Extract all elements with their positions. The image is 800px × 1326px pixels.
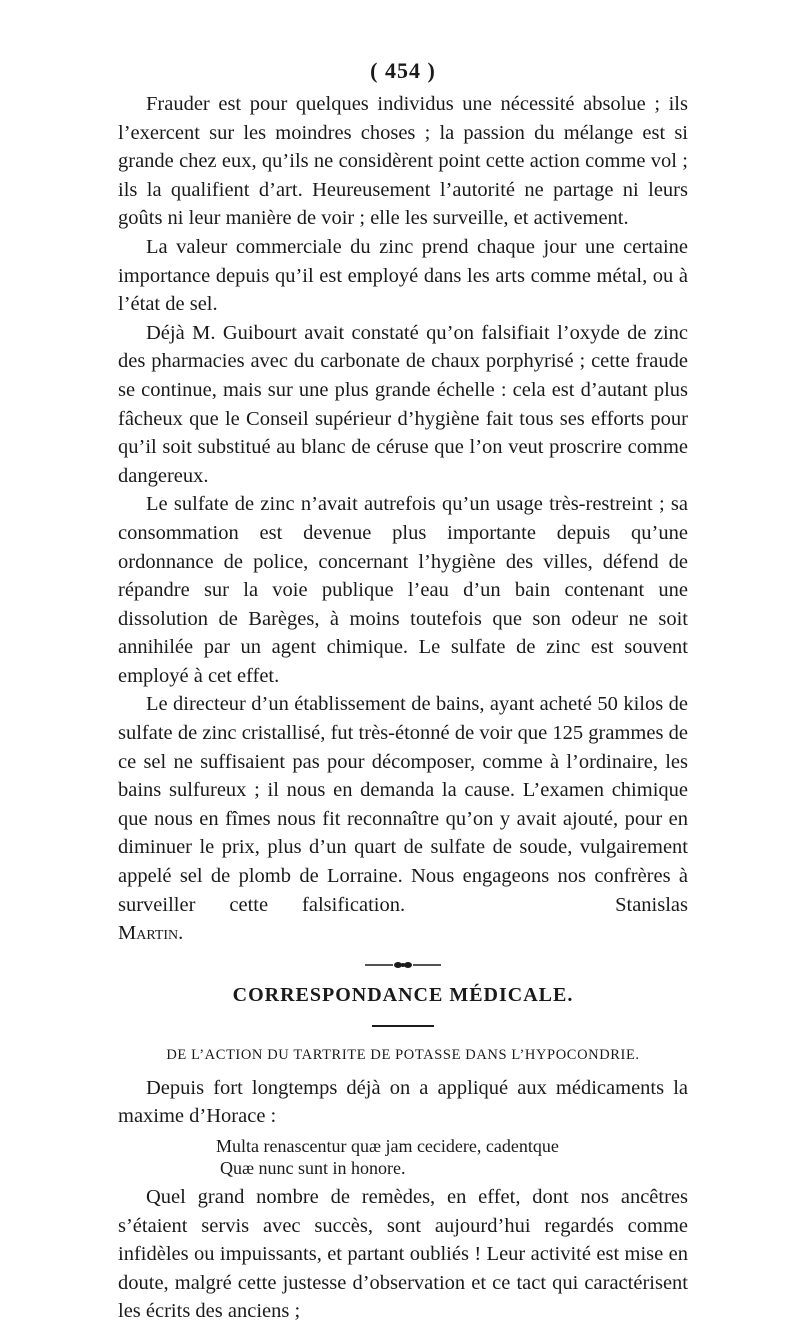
paragraph-sulfate-usage: Le sulfate de zinc n’avait autrefois qu’un usage très-restreint ; sa consommation est devenue plus importante depuis qu’une ordonnance de police, concernant l’hygiène des villes, défend de répandre sur la voie publique l’eau d’un bain contenant une dissolution de Barèges, à moins toutefois que son odeur ne soit annihilée par un agent chimique. Le sulfate de zinc est souvent employé à cet effet. bbox=[118, 493, 688, 687]
paragraph-bath-director-text: Le directeur d’un établissement de bains, ayant acheté 50 kilos de sulfate de zinc cristallisé, fut très-étonné de voir que 125 grammes de ce sel ne suffisaient pas pour décomposer, comme à l’ordinaire, les bains sulfureux ; il nous en demanda la cause. L’examen chimique que nous en fîmes nous fit reconnaître qu’on y avait ajouté, pour en diminuer le prix, plus d’un quart de sulfate de soude, vulgairement appelé sel de plomb de Lorraine. Nous engageons nos confrères à surveiller cette falsification. bbox=[118, 693, 688, 916]
paragraph-guibourt: Déjà M. Guibourt avait constaté qu’on falsifiait l’oxyde de zinc des pharmacies avec du carbonate de chaux porphyrisé ; cette fraude se continue, mais sur une plus grande échelle : cela est d’autant plus fâcheux que le Conseil supérieur d’hygiène fait tous ses efforts pour qu’il soit substitué au blanc de céruse que l’on veut proscrire comme dangereux. bbox=[118, 321, 688, 487]
title-rule bbox=[372, 1025, 434, 1027]
quote-line: Multa renascentur quæ jam cecidere, cadentque bbox=[216, 1136, 559, 1156]
section-title: CORRESPONDANCE MÉDICALE. bbox=[232, 983, 574, 1006]
quote-line: Quæ nunc sunt in honore. bbox=[220, 1158, 406, 1178]
horace-quote bbox=[216, 1135, 688, 1179]
paragraph-zinc-value: La valeur commerciale du zinc prend chaque jour une certaine importance depuis qu’il est employé dans les arts comme métal, ou à l’état de sel. bbox=[118, 235, 688, 316]
paragraph-remedies: Quel grand nombre de remèdes, en effet, dont nos ancêtres s’étaient servis avec succès, sont aujourd’hui regardés comme infidèles ou impuissants, et partant oubliés ! Leur activité est mise en doute, malgré cette justesse d’observation et ce tact qui caractérisent les écrits des anciens ; bbox=[118, 1186, 688, 1323]
paragraph-intro: Depuis fort longtemps déjà on a appliqué aux médicaments la maxime d’Horace : bbox=[118, 1076, 688, 1128]
paragraph-fraud: Frauder est pour quelques individus une nécessité absolue ; ils l’exercent sur les moindres choses ; la passion du mélange est si grande chez eux, qu’ils ne considèrent point cette action comme vol ; ils la qualifient d’art. Heureusement l’autorité ne partage ni leurs goûts ni leur manière de voir ; elle les surveille, et activement. bbox=[118, 93, 688, 230]
page-number: ( 454 ) bbox=[370, 58, 436, 83]
ornament-divider bbox=[118, 960, 688, 970]
signature-last-name: Martin. bbox=[118, 922, 184, 945]
signature-first-name: Stanislas bbox=[615, 893, 688, 916]
article-title: DE L’ACTION DU TARTRITE DE POTASSE DANS L’HYPOCONDRIE. bbox=[166, 1046, 640, 1063]
paragraph-bath-director bbox=[118, 690, 688, 947]
